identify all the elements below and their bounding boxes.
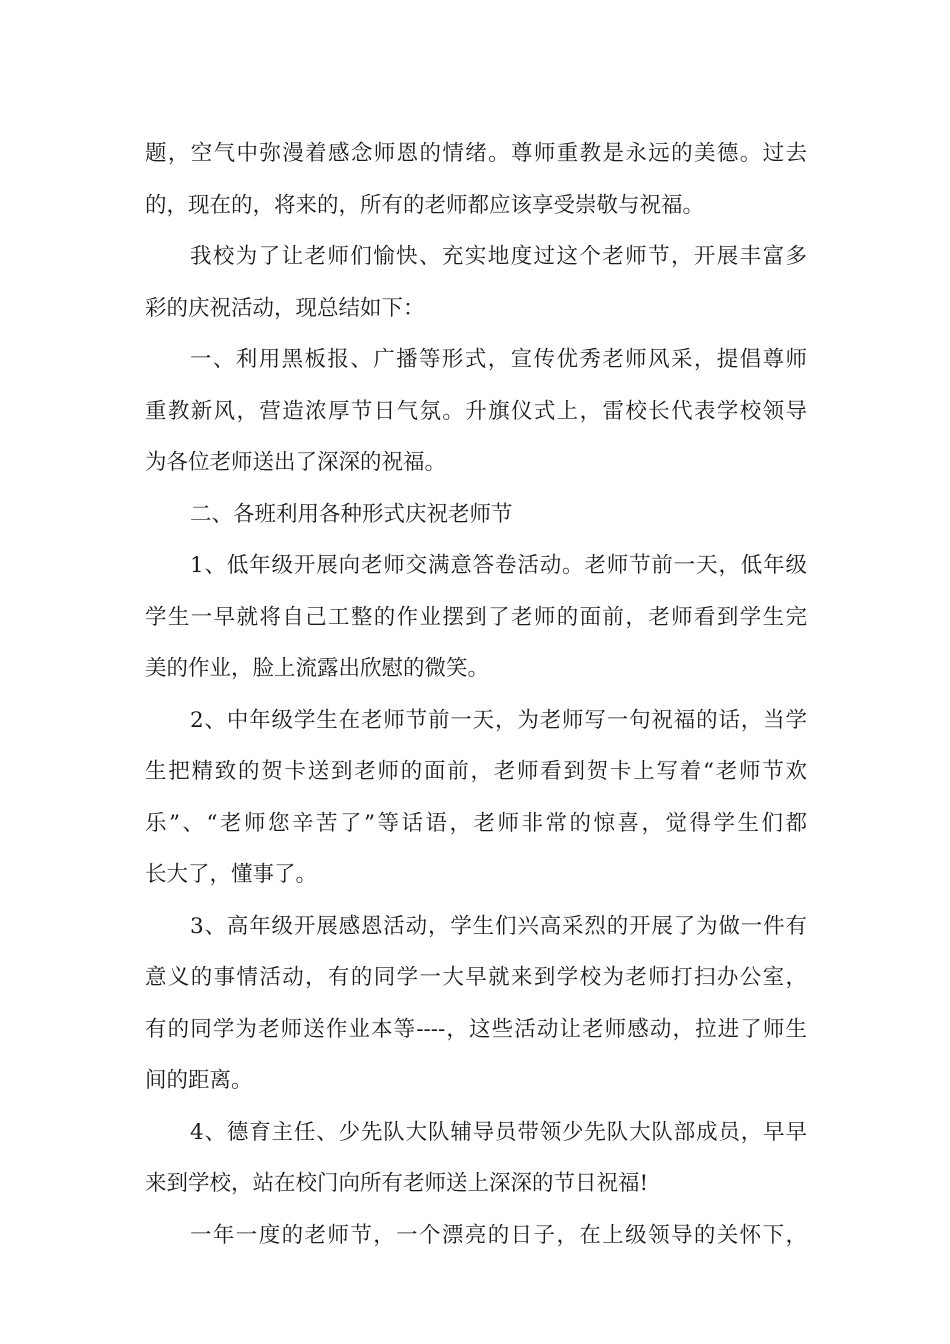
text-line: 重教新风，营造浓厚节日气氛。升旗仪式上，雷校长代表学校领导 bbox=[145, 398, 807, 424]
text-line: 来到学校，站在校门向所有老师送上深深的节日祝福! bbox=[145, 1171, 649, 1196]
text-line: 学生一早就将自己工整的作业摆到了老师的面前，老师看到学生完 bbox=[145, 604, 807, 630]
text-line: 我校为了让老师们愉快、充实地度过这个老师节，开展丰富多 bbox=[190, 244, 807, 269]
document-body bbox=[145, 128, 807, 1261]
text-line: 乐”、“老师您辛苦了”等话语，老师非常的惊喜，觉得学生们都 bbox=[145, 810, 807, 836]
text-line: 彩的庆祝活动，现总结如下： bbox=[145, 295, 425, 321]
text-line: 长大了，懂事了。 bbox=[145, 862, 318, 887]
text-line: 2、中年级学生在老师节前一天，为老师写一句祝福的话，当学 bbox=[190, 707, 807, 733]
text-line: 有的同学为老师送作业本等----，这些活动让老师感动，拉进了师生 bbox=[145, 1016, 807, 1042]
text-line: 题，空气中弥漫着感念师恩的情绪。尊师重教是永远的美德。过去 bbox=[145, 141, 807, 166]
text-line: 4、德育主任、少先队大队辅导员带领少先队大队部成员，早早 bbox=[190, 1119, 807, 1145]
text-line: 生把精致的贺卡送到老师的面前，老师看到贺卡上写着“老师节欢 bbox=[145, 759, 807, 784]
text-line: 的，现在的，将来的，所有的老师都应该享受崇敬与祝福。 bbox=[145, 192, 705, 218]
text-line: 间的距离。 bbox=[145, 1068, 253, 1093]
text-line: 3、高年级开展感恩活动，学生们兴高采烈的开展了为做一件有 bbox=[190, 913, 807, 939]
text-line: 二、各班利用各种形式庆祝老师节 bbox=[190, 501, 513, 527]
text-line: 美的作业，脸上流露出欣慰的微笑。 bbox=[145, 656, 490, 681]
text-line: 意义的事情活动，有的同学一大早就来到学校为老师打扫办公室， bbox=[145, 965, 807, 990]
text-line: 1、低年级开展向老师交满意答卷活动。老师节前一天，低年级 bbox=[190, 553, 807, 578]
text-line: 一年一度的老师节，一个漂亮的日子，在上级领导的关怀下， bbox=[190, 1222, 807, 1248]
text-line: 一、利用黑板报、广播等形式，宣传优秀老师风采，提倡尊师 bbox=[190, 347, 807, 372]
text-line: 为各位老师送出了深深的祝福。 bbox=[145, 450, 447, 475]
